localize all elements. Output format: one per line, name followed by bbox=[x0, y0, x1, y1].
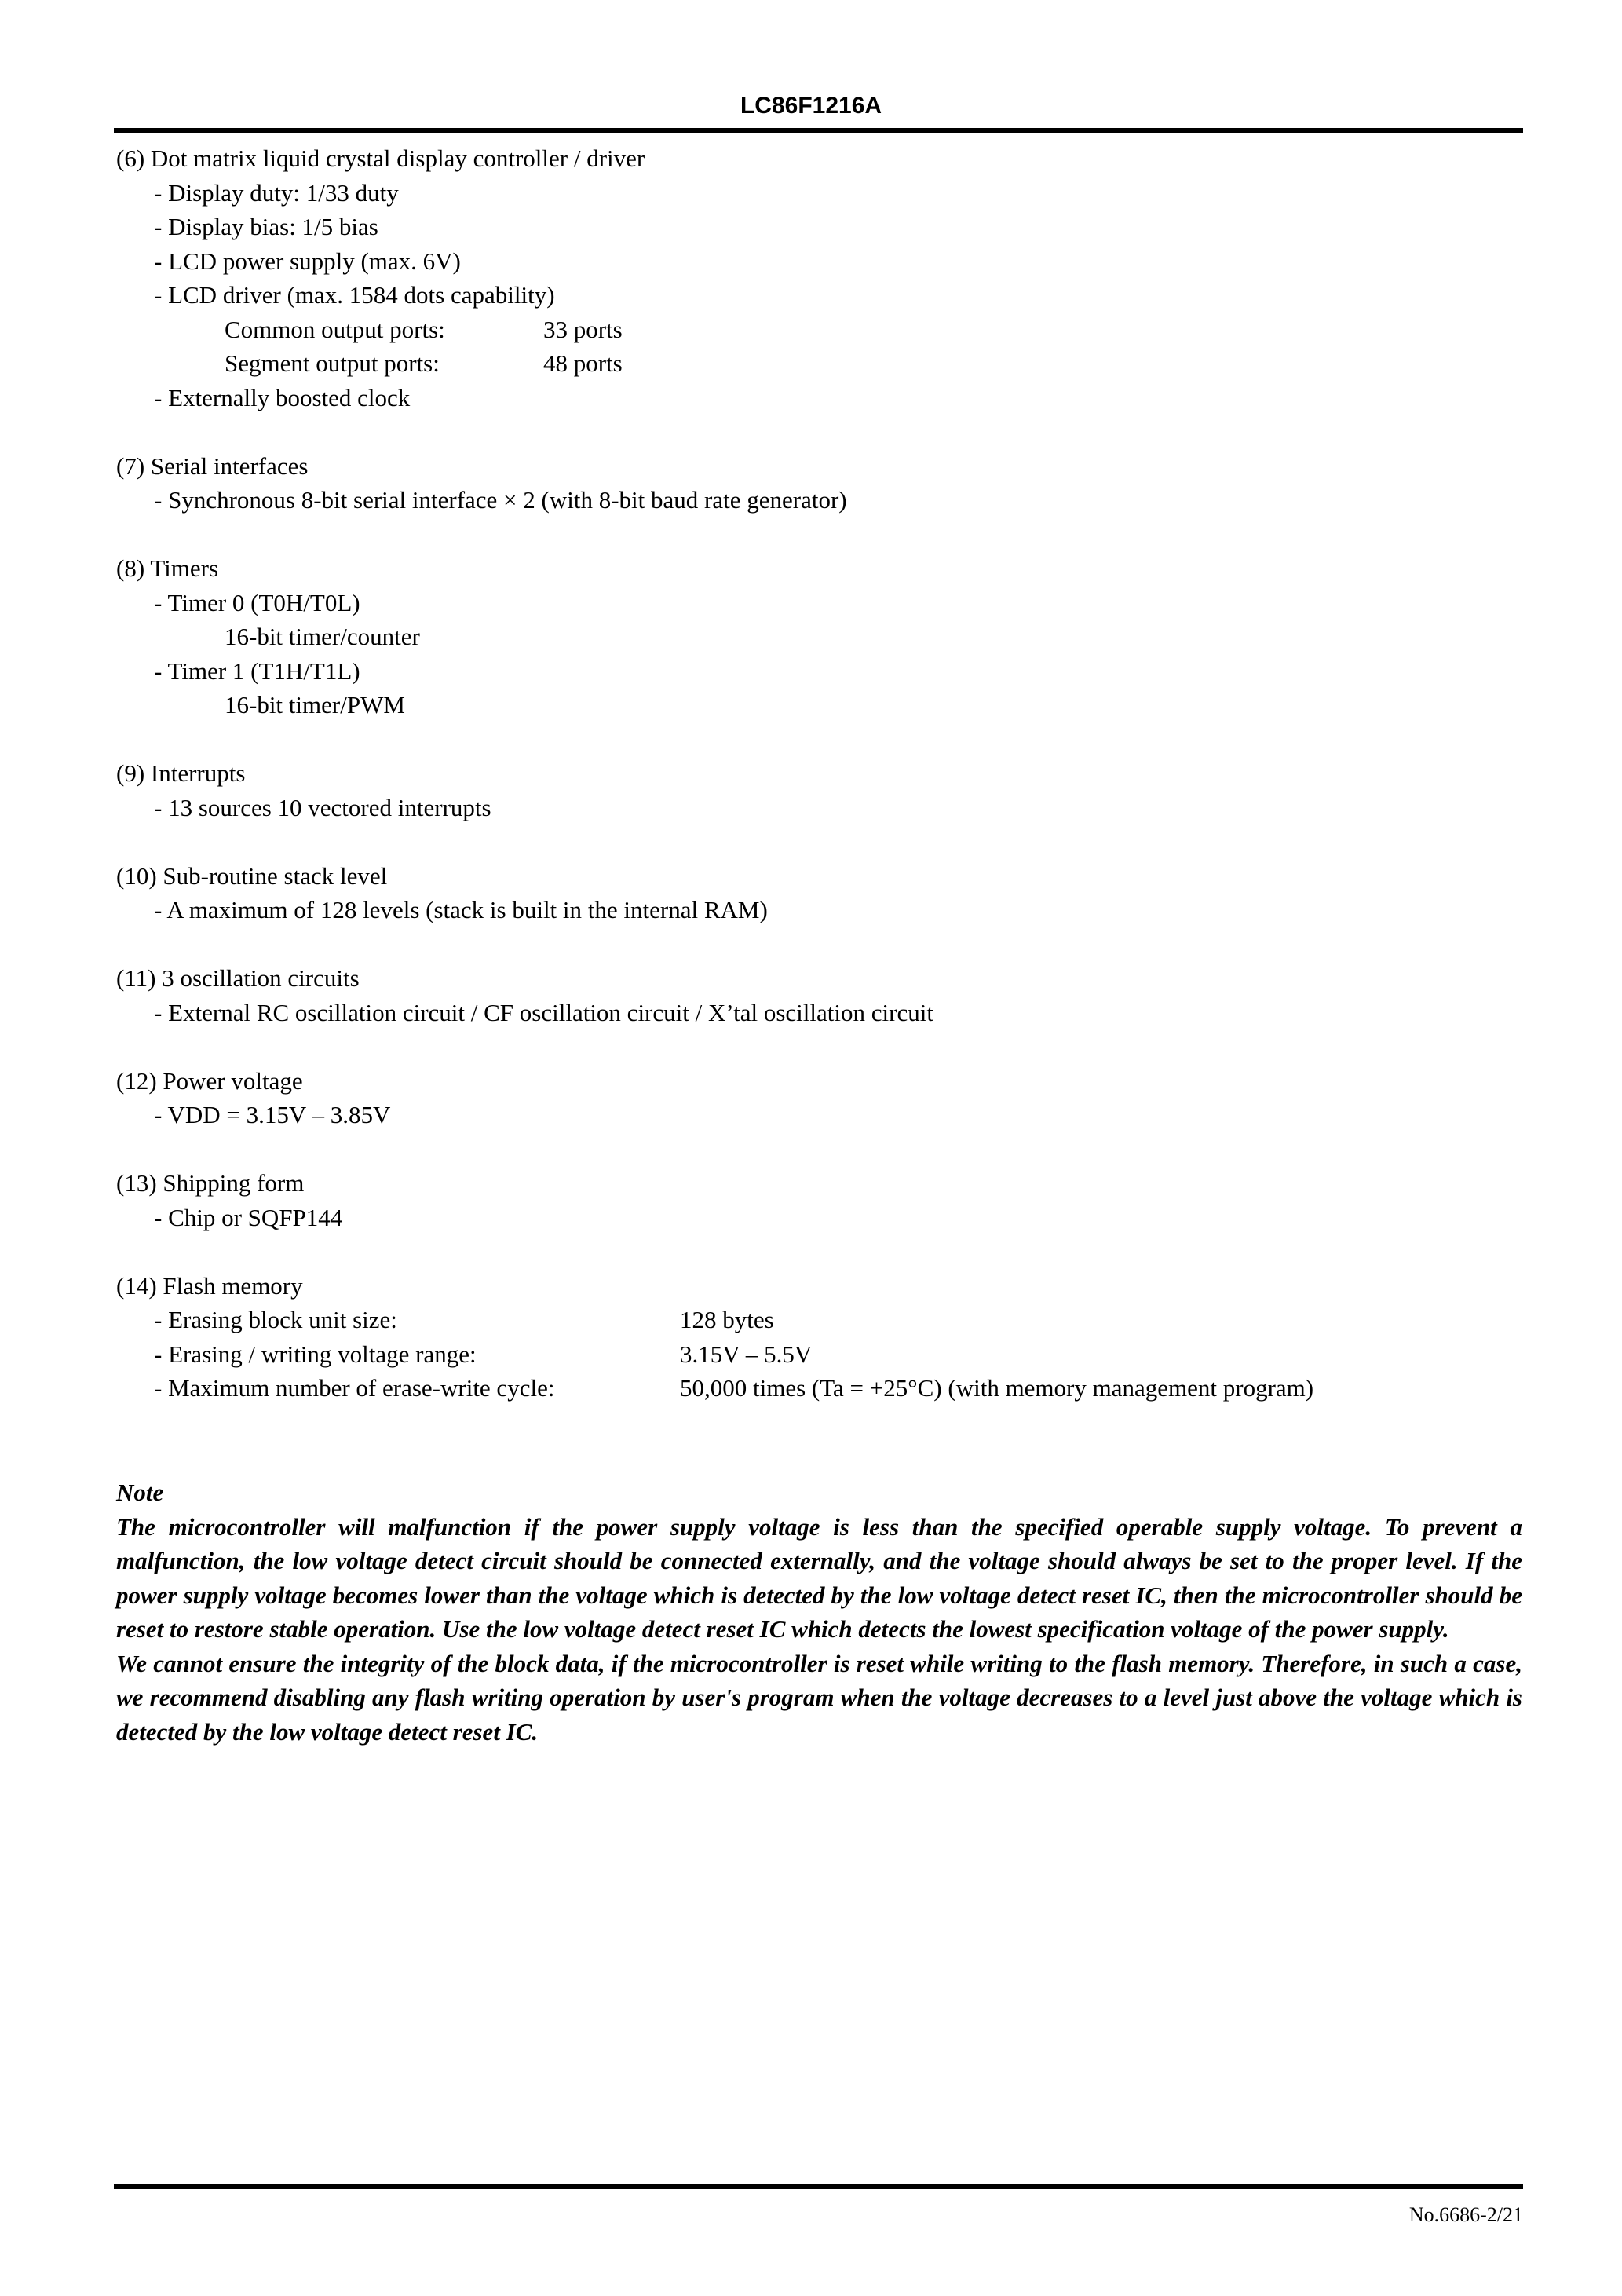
page-number: No.6686-2/21 bbox=[1408, 2203, 1523, 2226]
section-heading: (12) Power voltage bbox=[116, 1066, 303, 1095]
flash-value: 3.15V – 5.5V bbox=[680, 1340, 813, 1368]
list-item: - VDD = 3.15V – 3.85V bbox=[154, 1101, 391, 1128]
flash-row bbox=[116, 1303, 1522, 1337]
list-item: - LCD driver (max. 1584 dots capability) bbox=[154, 281, 555, 309]
port-value: 48 ports bbox=[543, 349, 623, 377]
section-heading: (9) Interrupts bbox=[116, 759, 246, 787]
section-heading: (8) Timers bbox=[116, 554, 219, 582]
flash-value: 50,000 times (Ta = +25°C) (with memory management program) bbox=[680, 1374, 1314, 1402]
port-label: Segment output ports: bbox=[225, 349, 440, 377]
list-item: - Display bias: 1/5 bias bbox=[154, 213, 378, 240]
footer-rule bbox=[114, 2184, 1523, 2189]
list-subitem: 16-bit timer/PWM bbox=[225, 691, 405, 718]
list-item: - Externally boosted clock bbox=[154, 383, 411, 411]
flash-label: - Maximum number of erase-write cycle: bbox=[154, 1374, 555, 1402]
list-item: - Display duty: 1/33 duty bbox=[154, 178, 399, 207]
section-interrupts bbox=[116, 756, 1522, 824]
section-timers bbox=[116, 551, 1522, 722]
section-lcd bbox=[116, 141, 1522, 415]
section-heading: (10) Sub-routine stack level bbox=[116, 861, 388, 890]
list-item: - 13 sources 10 vectored interrupts bbox=[154, 793, 491, 821]
list-item: - Synchronous 8-bit serial interface × 2 (with 8-bit baud rate generator) bbox=[154, 486, 847, 514]
section-power bbox=[116, 1064, 1522, 1132]
list-item: - Timer 0 (T0H/T0L) bbox=[154, 588, 360, 616]
list-item: - Timer 1 (T1H/T1L) bbox=[154, 656, 360, 685]
flash-row bbox=[116, 1337, 1522, 1372]
section-heading: (13) Shipping form bbox=[116, 1169, 305, 1197]
list-item: - LCD power supply (max. 6V) bbox=[154, 247, 461, 275]
port-label: Common output ports: bbox=[225, 315, 445, 343]
section-heading: (7) Serial interfaces bbox=[116, 452, 309, 480]
flash-value: 128 bytes bbox=[680, 1306, 774, 1333]
list-subitem: 16-bit timer/counter bbox=[225, 623, 420, 650]
flash-label: - Erasing / writing voltage range: bbox=[154, 1340, 477, 1368]
section-flash bbox=[116, 1269, 1522, 1406]
port-value: 33 ports bbox=[543, 315, 623, 343]
note-block bbox=[116, 1475, 1522, 1749]
section-heading: (14) Flash memory bbox=[116, 1271, 303, 1300]
header-rule bbox=[114, 128, 1523, 133]
port-row bbox=[116, 346, 1522, 381]
section-oscillation bbox=[116, 961, 1522, 1029]
feature-list bbox=[116, 141, 1522, 1439]
section-serial bbox=[116, 449, 1522, 517]
list-item: - A maximum of 128 levels (stack is built in the internal RAM) bbox=[154, 896, 768, 923]
list-item: - External RC oscillation circuit / CF oscillation circuit / X’tal oscillation circuit bbox=[154, 998, 933, 1026]
flash-row bbox=[116, 1371, 1522, 1406]
document-title: LC86F1216A bbox=[740, 93, 882, 119]
note-title: Note bbox=[116, 1479, 164, 1506]
note-paragraph: The microcontroller will malfunction if the power supply voltage is less than the specified operable supply voltage. To prevent a malfunction, the low voltage detect circuit should be connected externally, and the voltage should always be set to the proper level. If the power supply voltage becomes lower than the voltage which is detected by the low voltage detect reset IC, then the microcontroller should be reset to restore stable operation. Use the low voltage detect reset IC which detects the lowest specification voltage of the power supply. bbox=[116, 1512, 1522, 1643]
port-row bbox=[116, 313, 1522, 347]
section-heading: (6) Dot matrix liquid crystal display controller / driver bbox=[116, 144, 645, 172]
flash-label: - Erasing block unit size: bbox=[154, 1306, 397, 1333]
note-paragraph: We cannot ensure the integrity of the block data, if the microcontroller is reset while writing to the flash memory. Therefore, in such a case, we recommend disabling any flash writing operation by user's program when the voltage decreases to a level just above the voltage which is detected by the low voltage detect reset IC. bbox=[116, 1649, 1522, 1746]
section-shipping bbox=[116, 1166, 1522, 1234]
section-stack bbox=[116, 859, 1522, 927]
list-item: - Chip or SQFP144 bbox=[154, 1203, 343, 1231]
section-heading: (11) 3 oscillation circuits bbox=[116, 964, 360, 992]
